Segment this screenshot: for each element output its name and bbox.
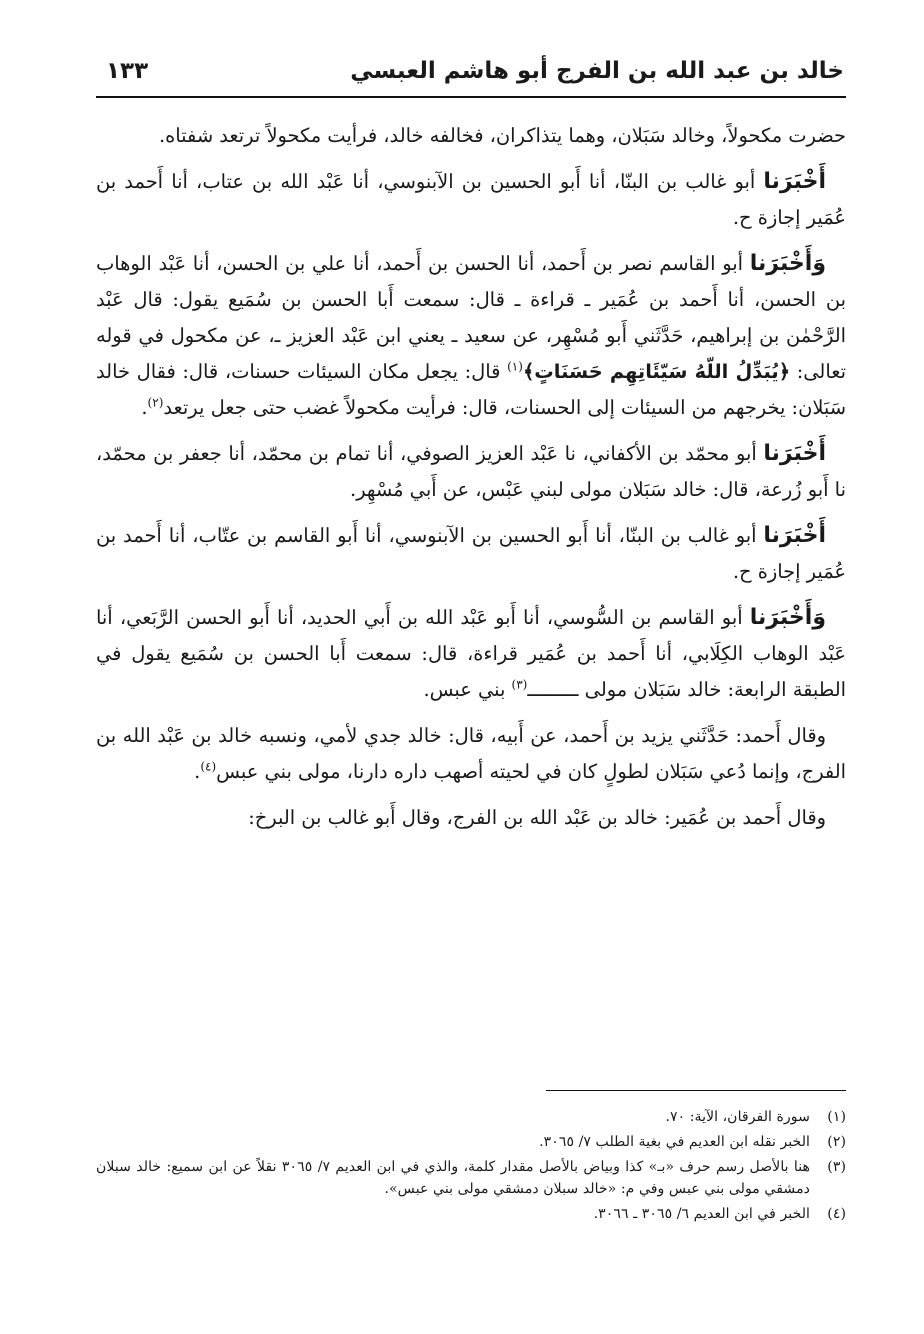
running-title: خالد بن عبد الله بن الفرج أبو هاشم العبسي (350, 58, 844, 84)
paragraph-text: أبو غالب بن البنّا، أنا أَبو الحسين بن الآبنوسي، أنا أَبو القاسم بن عتّاب، أنا أَحمد بن عُمَير إجازة ح. (96, 524, 846, 583)
footnote-number: (٣) (827, 1159, 846, 1175)
footnote-text: الخبر في ابن العديم ٦/ ٣٠٦٥ ـ ٣٠٦٦. (593, 1206, 810, 1222)
paragraph-text: أبو غالب بن البنّا، أنا أَبو الحسين بن الآبنوسي، أنا عَبْد الله بن عتاب، أنا أَحمد بن عُمَير إجازة ح. (96, 170, 846, 229)
footnote (96, 1203, 846, 1225)
paragraph-text: . (194, 760, 201, 783)
footnote-number: (١) (827, 1109, 846, 1125)
main-text (96, 118, 846, 846)
narration-keyword: أَخْبَرَنا (763, 169, 826, 194)
narration-keyword: وَأَخْبَرَنا (749, 605, 826, 630)
footnote-divider (546, 1090, 846, 1091)
paragraph-text: حضرت مكحولاً، وخالد سَبَلان، وهما يتذاكران، فخالفه خالد، فرأيت مكحولاً ترتعد شفتاه. (158, 124, 846, 147)
paragraph (96, 246, 846, 426)
paragraph (96, 600, 846, 708)
paragraph-text: أبو محمّد بن الأكفاني، نا عَبْد العزيز الصوفي، أنا تمام بن محمّد، أنا جعفر بن محمّد، نا أَبو زُرعة، قال: خالد سَبَلان مولى لبني عَبْس، عن أَبي مُسْهِر. (96, 442, 846, 501)
footnote-ref: (١) (507, 359, 523, 374)
page-header (96, 48, 844, 96)
paragraph (96, 164, 846, 236)
footnote (96, 1106, 846, 1128)
footnote-text: هنا بالأصل رسم حرف «بـ» كذا وبياض بالأصل مقدار كلمة، والذي في ابن العديم ٧/ ٣٠٦٥ نقلاً عن ابن سميع: خالد سبلان دمشقي مولى بني عبس وفي م: «خالد سبلان دمشقي مولى بني عبس». (96, 1159, 810, 1197)
footnote (96, 1156, 846, 1200)
paragraph (96, 436, 846, 508)
paragraph (96, 800, 846, 836)
footnote (96, 1131, 846, 1153)
paragraph (96, 118, 846, 154)
quran-verse: ﴿يُبَدِّلُ اللّهُ سَيّئَاتِهِم حَسَنَاتٍ﴾ (522, 360, 791, 383)
paragraph (96, 518, 846, 590)
paragraph-text: أبو القاسم بن السُّوسي، أنا أَبو عَبْد الله بن أَبي الحديد، أنا أَبو الحسن الرَّبَعي، أنا عَبْد الوهاب الكِلَابي، أنا أَحمد بن عُمَير قراءة، قال: سمعت أَبا الحسن بن سُمَيع يقول في الطبقة الرابعة: خالد سَبَلان مولى ـــــــــ (96, 606, 846, 701)
paragraph-text: قال: يجعل مكان السيئات حسنات، قال: فقال خالد سَبَلان: يخرجهم من السيئات إلى الحسنات، قال: فرأيت مكحولاً غضب حتى جعل يرتعد (96, 360, 846, 419)
footnote-text: الخبر نقله ابن العديم في بغية الطلب ٧/ ٣٠٦٥. (539, 1134, 810, 1150)
narration-keyword: وَأَخْبَرَنا (749, 251, 826, 276)
paragraph-text: أبو القاسم نصر بن أَحمد، أنا الحسن بن أَحمد، أنا علي بن الحسن، أنا عَبْد الوهاب بن الحسن، أنا أَحمد بن عُمَير ـ قراءة ـ قال: سمعت أَبا الحسن بن سُمَيع يقول: قال عَبْد الرَّحْمٰن بن إبراهيم، حَدَّثَني أَبو مُسْهِر، عن سعيد ـ يعني ابن عَبْد العزيز ـ، عن مكحول في قوله تعالى: (96, 252, 846, 383)
footnote-ref: (٢) (147, 395, 164, 410)
paragraph-text: وقال أَحمد: حَدَّثَني يزيد بن أَحمد، عن أَبيه، قال: خالد جدي لأمي، ونسبه خالد بن عَبْد الله بن الفرج، وإنما دُعي سَبَلان لطولٍ كان في لحيته أصهب داره دارنا، مولى بني عبس (96, 724, 846, 783)
paragraph-text: وقال أَحمد بن عُمَير: خالد بن عَبْد الله بن الفرج، وقال أَبو غالب بن البرخ: (248, 806, 826, 829)
paragraph-text: . (141, 396, 148, 419)
paragraph-text: بني عبس. (423, 678, 512, 701)
narration-keyword: أَخْبَرَنا (763, 523, 826, 548)
footnote-ref: (٤) (200, 759, 217, 774)
footnote-number: (٤) (827, 1206, 846, 1222)
page-number: ١٣٣ (106, 58, 149, 84)
footnotes (96, 1106, 846, 1228)
header-divider (96, 96, 846, 98)
footnote-ref: (٣) (511, 677, 528, 692)
footnote-number: (٢) (827, 1134, 846, 1150)
footnote-text: سورة الفرقان، الآية: ٧٠. (665, 1109, 810, 1125)
narration-keyword: أَخْبَرَنا (763, 441, 826, 466)
paragraph (96, 718, 846, 790)
